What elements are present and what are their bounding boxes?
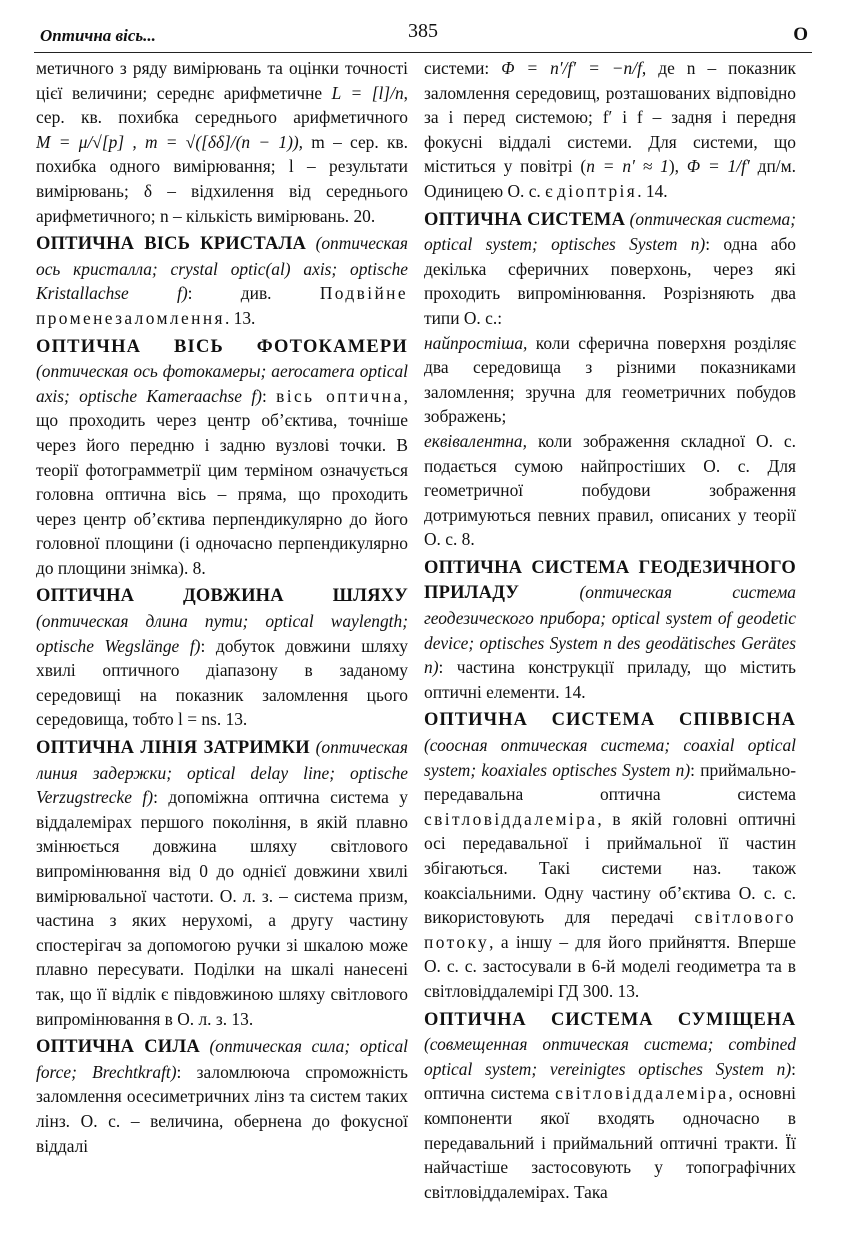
dictionary-entry — [424, 207, 796, 552]
dictionary-entry — [36, 231, 408, 330]
entry-term: ОПТИЧНА СИСТЕМА СПІВВІСНА — [424, 710, 796, 731]
page-header — [34, 18, 812, 53]
entry-term: ОПТИЧНА ДОВЖИНА ШЛЯХУ — [36, 586, 408, 607]
entry-equivalents: (оптическая линия задержки; optical delay line; optische Verzugstrecke f) — [36, 737, 408, 808]
formula-error: M = μ/√[p] , m = √([δδ]/(n − 1)), — [36, 131, 304, 152]
right-column — [424, 56, 796, 1246]
cont-text-2: , сер. кв. похибка середнього арифметичного — [36, 82, 408, 128]
dictionary-entry — [36, 735, 408, 1031]
dictionary-entry — [424, 555, 796, 705]
entry-definition: , що проходить через центр об’єктива, точніше через його передню і задню вузлові точки. В теорії фотограмметрії цим терміном означується головна оптична вісь – пряма, що проходить через центр об’єктива перпендикулярно до його головної площини (і одночасно перпендикулярно до площини знімка). 8. — [36, 385, 408, 578]
list-item — [424, 429, 796, 552]
dictionary-entry — [36, 583, 408, 732]
list-item-text: коли сферична поверхня розділяє два середовища з різними показниками заломлення; зручна для геометричних побудов зображень; — [424, 332, 796, 427]
entry-equivalents: (оптическая длина пути; optical waylength; optische Wegslänge f) — [36, 611, 408, 656]
cross-reference: діоптрія — [556, 180, 638, 201]
entry-term: ОПТИЧНА ВІСЬ ФОТОКАМЕРИ — [36, 336, 408, 357]
entry-definition: : одна або декілька сферичних поверхонь, через які проходить випромінювання. Розрізняють два типи О. с.: — [424, 234, 796, 328]
entry-equivalents: (совмещенная оптическая система; combined optical system; vereinigtes optisches System n) — [424, 1034, 796, 1079]
continued-entry-text — [36, 56, 408, 228]
list-item — [424, 331, 796, 429]
formula-optical-power: Φ = n′/f′ = −n/f — [501, 58, 642, 78]
continued-entry-text — [424, 56, 796, 204]
cont-text-4: дп/м. Одиницею О. с. є — [424, 156, 796, 201]
formula-mean: L = [l]/n — [331, 82, 404, 103]
entry-equivalents: (оптическая ось кристалла; crystal optic(al) axis; optische Kristallachse f) — [36, 233, 408, 304]
left-column — [36, 56, 408, 1246]
entry-equivalents: (оптическая система; optical system; optisches System n) — [424, 208, 796, 255]
entry-equivalents: (оптическая сила; optical force; Brechtkraft) — [36, 1036, 408, 1082]
cont-text-1: системи: — [424, 58, 502, 78]
cross-reference: світловіддалеміра — [555, 1083, 729, 1104]
list-item-text: коли зображення складної О. с. подається сумою найпростіших О. с. Для геометричної побудови зображення дотримуються певних правил, описаних у теорії О. с. 8. — [424, 430, 796, 550]
running-head: Оптична вісь... — [40, 26, 156, 45]
entry-term: ОПТИЧНА ВІСЬ КРИСТАЛА — [36, 234, 307, 255]
entry-definition: : приймально-передавальна оптична система — [424, 759, 796, 805]
cont-text-3: ), — [668, 156, 687, 177]
entry-definition: : допоміжна оптична система у віддалемірах першого покоління, в якій плавно змінюється довжина шляху світлового випромінювання від 0 до однієї довжини хвилі вимірювальної частоти. О. л. з. – система призм, частина з яких нерухомі, а другу частину спостерігач за допомогою ручки зі шкалою може плавно пересувати. Поділки на шкалі нанесені так, що її відлік є півдовжиною шляху світлового випромінювання в О. л. з. 13. — [36, 787, 408, 1029]
entry-term: ОПТИЧНА ЛІНІЯ ЗАТРИМКИ — [36, 738, 310, 759]
entry-definition: , в якій головні оптичні осі передавальної і приймальної її частин збігаються. Такі системи наз. також коаксіальними. Одну частину об’єктива О. с. с. використовують для передачі — [424, 808, 796, 928]
dictionary-entry — [424, 1007, 796, 1205]
formula-air-power: Φ = 1/f′ — [686, 156, 750, 177]
entry-term: ОПТИЧНА СИСТЕМА ГЕОДЕЗИЧНОГО ПРИЛАДУ — [424, 557, 796, 604]
entry-equivalents: (соосная оптическая система; coaxial optical system; koaxiales optisches System n) — [424, 735, 796, 780]
entry-term: ОПТИЧНА СИСТЕМА — [424, 209, 626, 230]
formula-air: n = n′ ≈ 1 — [586, 156, 669, 177]
cross-reference: Подвійне променезаломлення — [36, 283, 408, 328]
entry-definition: , основні компоненти якої входять одночасно в передавальний і приймальний оптичні тракти. Її найчастіше застосовують у топографічних світловіддалемірах. Така — [424, 1083, 796, 1202]
entry-source: . 13. — [224, 307, 256, 328]
cont-text-3: m – сер. кв. похибка одного вимірювання; l – результати вимірювань; δ – відхилення від середнього арифметичного; n – кількість вимірювань. 20. — [36, 131, 408, 226]
entry-definition: : оптична система — [424, 1058, 796, 1104]
cont-text-2: , де n – показник заломлення середовищ, розташованих відповідно за і перед системою; f′ і f – задня і передня фокусні віддалі системи. Для системи, що міститься у повітрі ( — [424, 58, 796, 177]
list-item-term: найпростіша, — [424, 332, 528, 353]
list-item-term: еквівалентна, — [424, 430, 527, 451]
entry-definition: : див. — [187, 283, 320, 304]
entry-definition: : частина конструкції приладу, що містить оптичні елементи. 14. — [424, 657, 796, 702]
cross-reference: світлового потоку — [424, 907, 796, 952]
entry-definition: : добуток довжини шляху хвилі оптичного діапазону в заданому середовищі на показник заломлення цього середовища, тобто l = ns. 13. — [36, 635, 408, 730]
entry-source: . 14. — [637, 180, 668, 201]
cont-text-1: метичного з ряду вимірювань та оцінки точності цієї величини; середнє арифметичне — [36, 58, 408, 103]
cross-reference: вісь оптична — [276, 385, 404, 406]
cross-reference: світловіддалеміра — [424, 808, 598, 829]
entry-definition: : — [261, 385, 277, 406]
entry-definition: : заломлююча спроможність заломлення осесиметричних лінз та систем таких лінз. О. с. – величина, обернена до фокусної віддалі — [36, 1061, 408, 1156]
dictionary-entry — [424, 707, 796, 1003]
entry-equivalents: (оптическая ось фотокамеры; aerocamera optical axis; optische Kameraachse f) — [36, 361, 408, 406]
entry-term: ОПТИЧНА СИСТЕМА СУМІЩЕНА — [424, 1009, 796, 1030]
entry-term: ОПТИЧНА СИЛА — [36, 1037, 200, 1058]
entry-definition: , а іншу – для його прийняття. Вперше О. с. с. застосували в 6-й моделі геодиметра та в світловіддалемірі ГД 300. 13. — [424, 931, 796, 1001]
entry-equivalents: (оптическая система геодезического прибора; optical system of geodetic device; optisches System n des geodätisches Gerätes n) — [424, 582, 796, 678]
dictionary-entry — [36, 334, 408, 581]
dictionary-entry — [36, 1034, 408, 1158]
page-number: 385 — [408, 20, 438, 42]
section-letter: О — [793, 24, 808, 45]
